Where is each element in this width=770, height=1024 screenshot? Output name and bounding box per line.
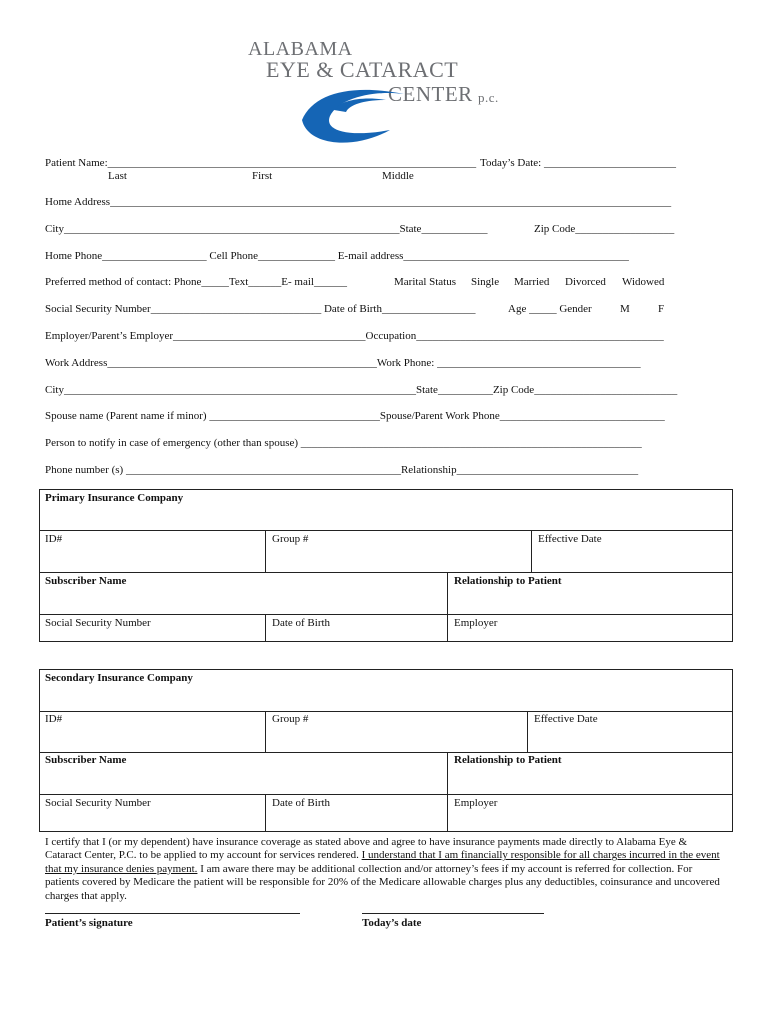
last-name-label: Last — [108, 170, 127, 182]
spouse-field[interactable]: Spouse name (Parent name if minor) _______________________________Spouse/Parent Work Phone______________________________ — [45, 410, 665, 422]
primary-title: Primary Insurance Company — [45, 492, 184, 504]
todays-date-field[interactable]: Today’s Date: ________________________ — [480, 157, 676, 169]
emergency-contact-field[interactable]: Person to notify in case of emergency (other than spouse) ______________________________________________________________ — [45, 437, 642, 449]
zip-code-field[interactable]: Zip Code__________________ — [534, 223, 675, 235]
middle-name-label: Middle — [382, 170, 414, 182]
logo-suffix: p.c. — [478, 90, 499, 105]
secondary-ssn-field[interactable]: Social Security Number — [45, 797, 151, 809]
city-state-field[interactable]: City_____________________________________________________________State____________ — [45, 223, 488, 235]
preferred-contact-field[interactable]: Preferred method of contact: Phone_____Text______E- mail______ — [45, 276, 347, 288]
todays-date-signature-label: Today’s date — [362, 917, 422, 929]
work-address-field[interactable]: Work Address_________________________________________________Work Phone: _____________________________________ — [45, 357, 641, 369]
secondary-group-field[interactable]: Group # — [272, 713, 309, 725]
primary-id-field[interactable]: ID# — [45, 533, 63, 545]
logo-line-3: CENTER — [388, 82, 473, 106]
first-name-label: First — [252, 170, 273, 182]
marital-single-option[interactable]: Single — [471, 276, 500, 288]
primary-group-field[interactable]: Group # — [272, 533, 309, 545]
employer-occupation-field[interactable]: Employer/Parent’s Employer___________________________________Occupation_____________________________________________ — [45, 330, 664, 342]
secondary-employer-field[interactable]: Employer — [454, 797, 498, 809]
primary-dob-field[interactable]: Date of Birth — [272, 617, 331, 629]
secondary-title: Secondary Insurance Company — [45, 672, 193, 684]
primary-effective-date-field[interactable]: Effective Date — [538, 533, 602, 545]
marital-married-option[interactable]: Married — [514, 276, 550, 288]
work-city-field[interactable]: City________________________________________________________________State__________Zip Code__________________________ — [45, 384, 678, 396]
marital-divorced-option[interactable]: Divorced — [565, 276, 606, 288]
secondary-effective-date-field[interactable]: Effective Date — [534, 713, 598, 725]
secondary-subscriber-field[interactable]: Subscriber Name — [45, 754, 127, 766]
primary-relationship-field[interactable]: Relationship to Patient — [454, 575, 562, 587]
primary-ssn-field[interactable]: Social Security Number — [45, 617, 151, 629]
clinic-logo — [244, 38, 514, 138]
certification-paragraph — [45, 836, 725, 903]
primary-subscriber-field[interactable]: Subscriber Name — [45, 575, 127, 587]
age-gender-field[interactable]: Age _____ Gender — [508, 303, 592, 315]
eye-swoosh-icon — [294, 80, 414, 150]
certification-part-1: I certify that I (or my dependent) have insurance coverage as stated above and agree to have insurance payments made directly to Alabama Eye & Cataract Center, P.C. to be applied to my account for services rendered. — [45, 836, 688, 862]
logo-line-2: EYE & CATARACT — [266, 57, 459, 82]
patient-name-field[interactable]: Patient Name:___________________________________________________________________ — [45, 157, 477, 169]
phone-email-field[interactable]: Home Phone___________________ Cell Phone______________ E-mail address_________________________________________ — [45, 250, 629, 262]
gender-female-option[interactable]: F — [658, 303, 665, 315]
patient-signature-line[interactable] — [45, 913, 300, 914]
marital-status-label: Marital Status — [394, 276, 457, 288]
phone-relationship-field[interactable]: Phone number (s) __________________________________________________Relationship_________________________________ — [45, 464, 639, 476]
home-address-field[interactable]: Home Address______________________________________________________________________________________________________ — [45, 196, 672, 208]
secondary-dob-field[interactable]: Date of Birth — [272, 797, 331, 809]
patient-signature-label: Patient’s signature — [45, 917, 133, 929]
certification-part-2: I am aware there may be additional collection and/or attorney’s fees if my account is referred for collection. For patients covered by Medicare the patient will be responsible for 20% of the Medicare allowable charges plus any deductibles, coinsurance and uncovered charges that apply. — [45, 862, 720, 902]
secondary-id-field[interactable]: ID# — [45, 713, 63, 725]
marital-widowed-option[interactable]: Widowed — [622, 276, 665, 288]
secondary-relationship-field[interactable]: Relationship to Patient — [454, 754, 562, 766]
primary-employer-field[interactable]: Employer — [454, 617, 498, 629]
logo-line-1: ALABAMA — [248, 38, 353, 60]
ssn-dob-field[interactable]: Social Security Number_______________________________ Date of Birth_________________ — [45, 303, 476, 315]
todays-date-signature-line[interactable] — [362, 913, 544, 914]
certification-underlined: I understand that I am financially responsible for all charges incurred in the event that my insurance denies payment. — [45, 849, 720, 875]
gender-male-option[interactable]: M — [620, 303, 630, 315]
